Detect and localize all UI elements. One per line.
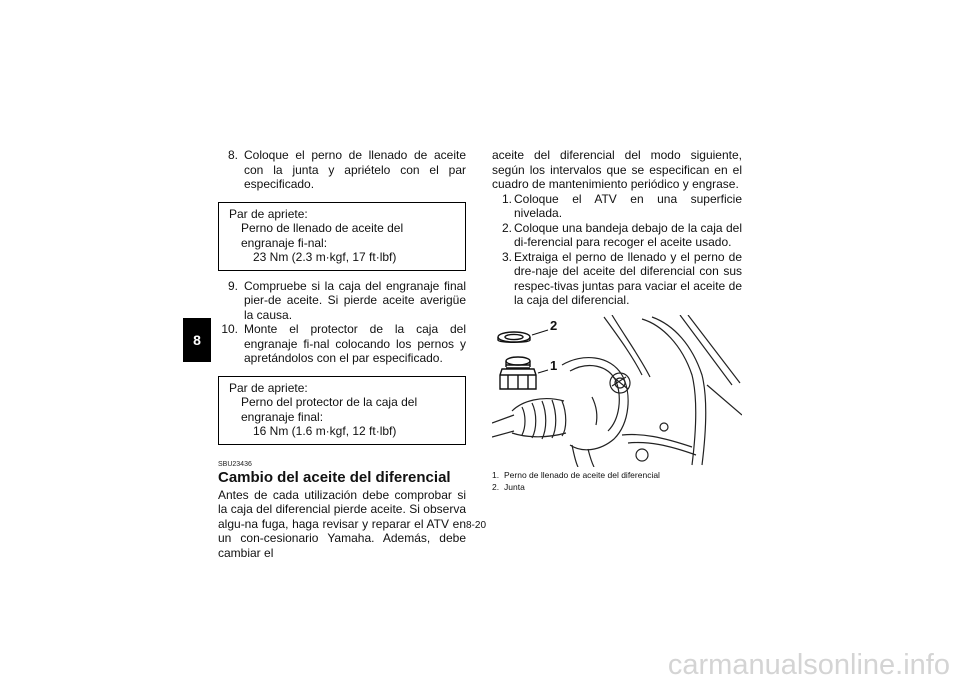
section-code: SBU23436	[218, 460, 252, 468]
left-column	[218, 148, 466, 560]
step-number: 8.	[227, 148, 238, 162]
step-number: 10.	[221, 322, 238, 336]
step-2	[492, 221, 742, 250]
torque-label: Par de apriete:	[229, 380, 308, 395]
torque-value: 23 Nm (2.3 m·kgf, 17 ft·lbf)	[253, 250, 397, 264]
torque-item: Perno del protector de la caja del engranaje final:	[241, 395, 418, 424]
step-text: Coloque el perno de llenado de aceite con la junta y apriételo con el par especificado.	[244, 148, 466, 191]
gasket-ring	[498, 332, 530, 342]
step-9	[218, 279, 466, 323]
step-number: 9.	[227, 278, 238, 293]
inset-parts	[498, 332, 536, 389]
callout-2: 2	[550, 317, 558, 333]
watermark: carmanualsonline.info	[667, 648, 950, 681]
right-column	[492, 148, 742, 493]
torque-box-1	[218, 202, 466, 271]
fill-bolt	[506, 357, 530, 365]
step-text: Compruebe si la caja del engranaje final pier-de aceite. Si pierde aceite averigüe la causa.	[244, 278, 466, 322]
intro-paragraph: Antes de cada utilización debe comprobar si la caja del diferencial pierde aceite. Si observa algu-na fuga, haga revisar y reparar el ATV en un con-cesionario Yamaha. Además, debe cambiar el	[218, 487, 466, 560]
caption-item	[492, 469, 742, 481]
step-text: Extraiga el perno de llenado y el perno de dre-naje del aceite del diferencial con sus respec-tivas juntas para vaciar el aceite de la caja del diferencial.	[514, 249, 742, 307]
step-text: Coloque una bandeja debajo de la caja del di-ferencial para recoger el aceite usado.	[514, 220, 742, 249]
callout-line-2	[532, 330, 548, 335]
step-8	[218, 148, 466, 192]
figure-captions	[492, 469, 742, 493]
continued-paragraph: aceite del diferencial del modo siguiente, según los intervalos que se especifican en el cuadro de mantenimiento periódico y engrase.	[492, 148, 742, 191]
chapter-number: 8	[193, 331, 201, 348]
caption-number: 1.	[492, 469, 500, 480]
section-heading: Cambio del aceite del diferencial	[218, 468, 451, 486]
callout-1: 1	[550, 357, 558, 373]
step-number: 3.	[501, 249, 512, 264]
step-text: Coloque el ATV en una superficie nivelada.	[514, 191, 742, 220]
step-number: 1.	[501, 191, 512, 206]
torque-label: Par de apriete:	[229, 206, 308, 221]
callout-line-1	[538, 370, 548, 373]
step-10	[218, 322, 466, 366]
step-number: 2.	[501, 220, 512, 235]
differential-drawing	[492, 315, 742, 467]
differential-illustration	[492, 315, 742, 467]
step-3	[492, 250, 742, 308]
step-1	[492, 192, 742, 221]
torque-box-2	[218, 376, 466, 445]
caption-item	[492, 481, 742, 493]
chapter-tab	[183, 318, 211, 362]
caption-number: 2.	[492, 481, 500, 492]
torque-item: Perno de llenado de aceite del engranaje fi-nal:	[241, 221, 404, 250]
caption-text: Perno de llenado de aceite del diferencial	[504, 469, 660, 480]
torque-value: 16 Nm (1.6 m·kgf, 12 ft·lbf)	[253, 424, 397, 438]
caption-text: Junta	[504, 481, 525, 492]
page-number: 8-20	[466, 520, 487, 531]
step-text: Monte el protector de la caja del engranaje fi-nal colocando los pernos y apretándolos con el par especificado.	[244, 322, 466, 365]
